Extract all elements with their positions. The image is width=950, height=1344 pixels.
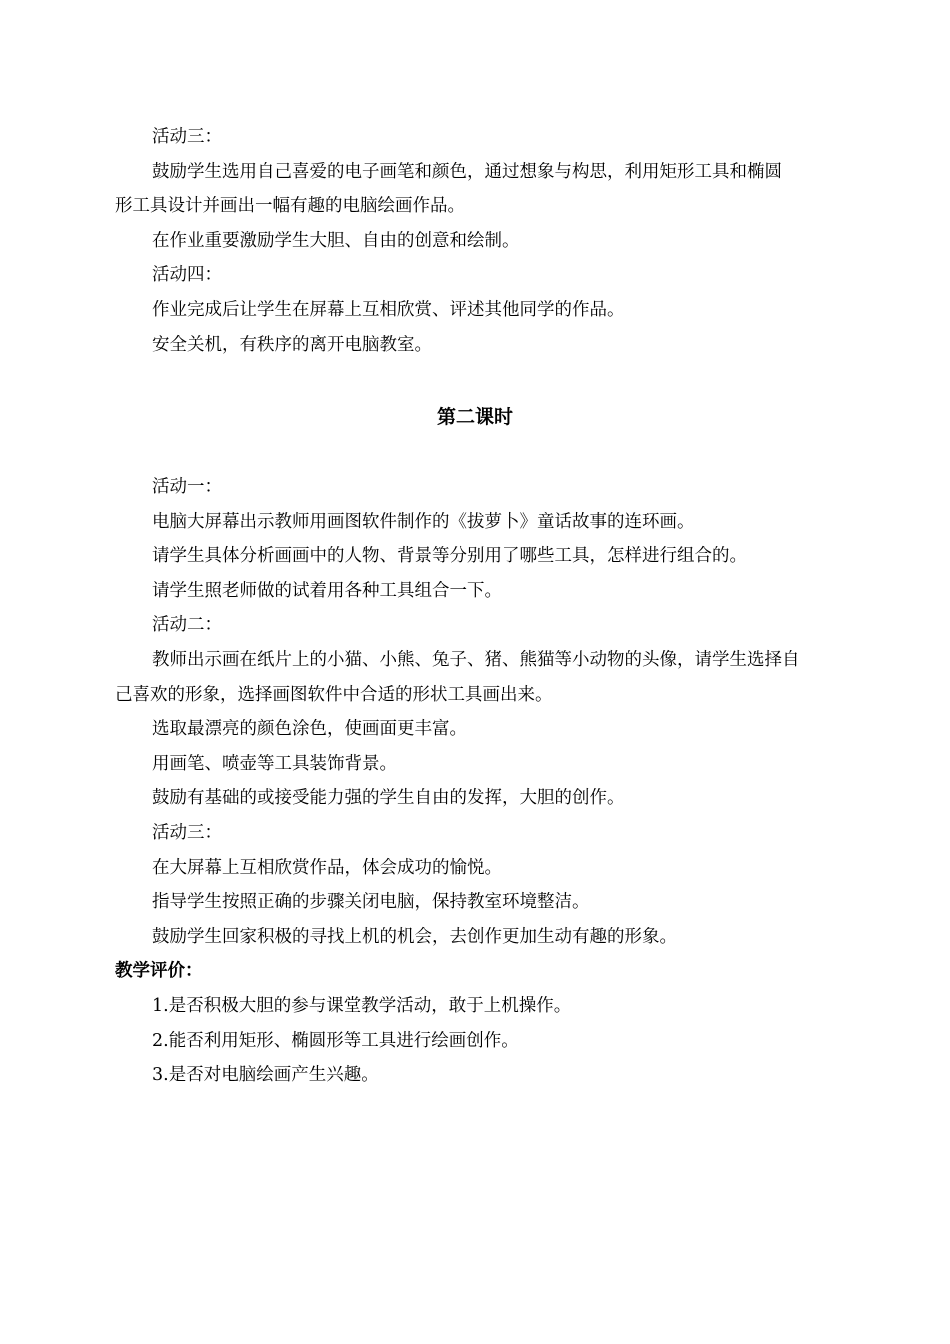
s2-activity3-paragraph3: 鼓励学生回家积极的寻找上机的机会，去创作更加生动有趣的形象。 [152, 926, 677, 947]
evaluation-item-3: 3.是否对电脑绘画产生兴趣。 [152, 1065, 379, 1086]
activity4-title: 活动四： [152, 265, 222, 286]
activity4-paragraph1: 作业完成后让学生在屏幕上互相欣赏、评述其他同学的作品。 [152, 299, 625, 320]
s2-activity3-title: 活动三： [152, 822, 222, 843]
s2-activity3-paragraph1: 在大屏幕上互相欣赏作品，体会成功的愉悦。 [152, 857, 502, 878]
activity3-paragraph2: 在作业重要激励学生大胆、自由的创意和绘制。 [152, 230, 520, 251]
activity3-title: 活动三： [152, 127, 222, 147]
s2-activity2-paragraph4: 鼓励有基础的或接受能力强的学生自由的发挥，大胆的创作。 [152, 788, 625, 809]
activity3-paragraph-line1: 鼓励学生选用自己喜爱的电子画笔和颜色，通过想象与构思，利用矩形工具和椭圆 [152, 161, 782, 182]
s2-activity2-paragraph3: 用画笔、喷壶等工具装饰背景。 [152, 753, 397, 774]
s2-activity2-paragraph1-line1: 教师出示画在纸片上的小猫、小熊、兔子、猪、熊猫等小动物的头像，请学生选择自 [152, 649, 800, 670]
evaluation-item-2: 2.能否利用矩形、椭圆形等工具进行绘画创作。 [152, 1030, 519, 1051]
s2-activity3-paragraph2: 指导学生按照正确的步骤关闭电脑，保持教室环境整洁。 [152, 892, 590, 913]
s2-activity1-paragraph1: 电脑大屏幕出示教师用画图软件制作的《拔萝卜》童话故事的连环画。 [152, 511, 695, 532]
evaluation-item-1: 1.是否积极大胆的参与课堂教学活动，敢于上机操作。 [152, 995, 572, 1016]
activity3-paragraph-line2: 形工具设计并画出一幅有趣的电脑绘画作品。 [115, 196, 465, 217]
s2-activity1-paragraph3: 请学生照老师做的试着用各种工具组合一下。 [152, 580, 502, 601]
s2-activity2-paragraph1-line2: 己喜欢的形象，选择画图软件中合适的形状工具画出来。 [115, 684, 553, 705]
activity4-paragraph2: 安全关机，有秩序的离开电脑教室。 [152, 334, 432, 355]
section2-body [115, 470, 840, 1093]
lesson-heading: 第二课时 [436, 406, 513, 428]
s2-activity1-title: 活动一： [152, 477, 222, 497]
section1-body [115, 120, 840, 362]
s2-activity1-paragraph2: 请学生具体分析画画中的人物、背景等分别用了哪些工具，怎样进行组合的。 [152, 546, 747, 567]
s2-activity2-title: 活动二： [152, 615, 222, 636]
s2-activity2-paragraph2: 选取最漂亮的颜色涂色，使画面更丰富。 [152, 719, 467, 740]
evaluation-heading: 教学评价： [115, 961, 203, 982]
